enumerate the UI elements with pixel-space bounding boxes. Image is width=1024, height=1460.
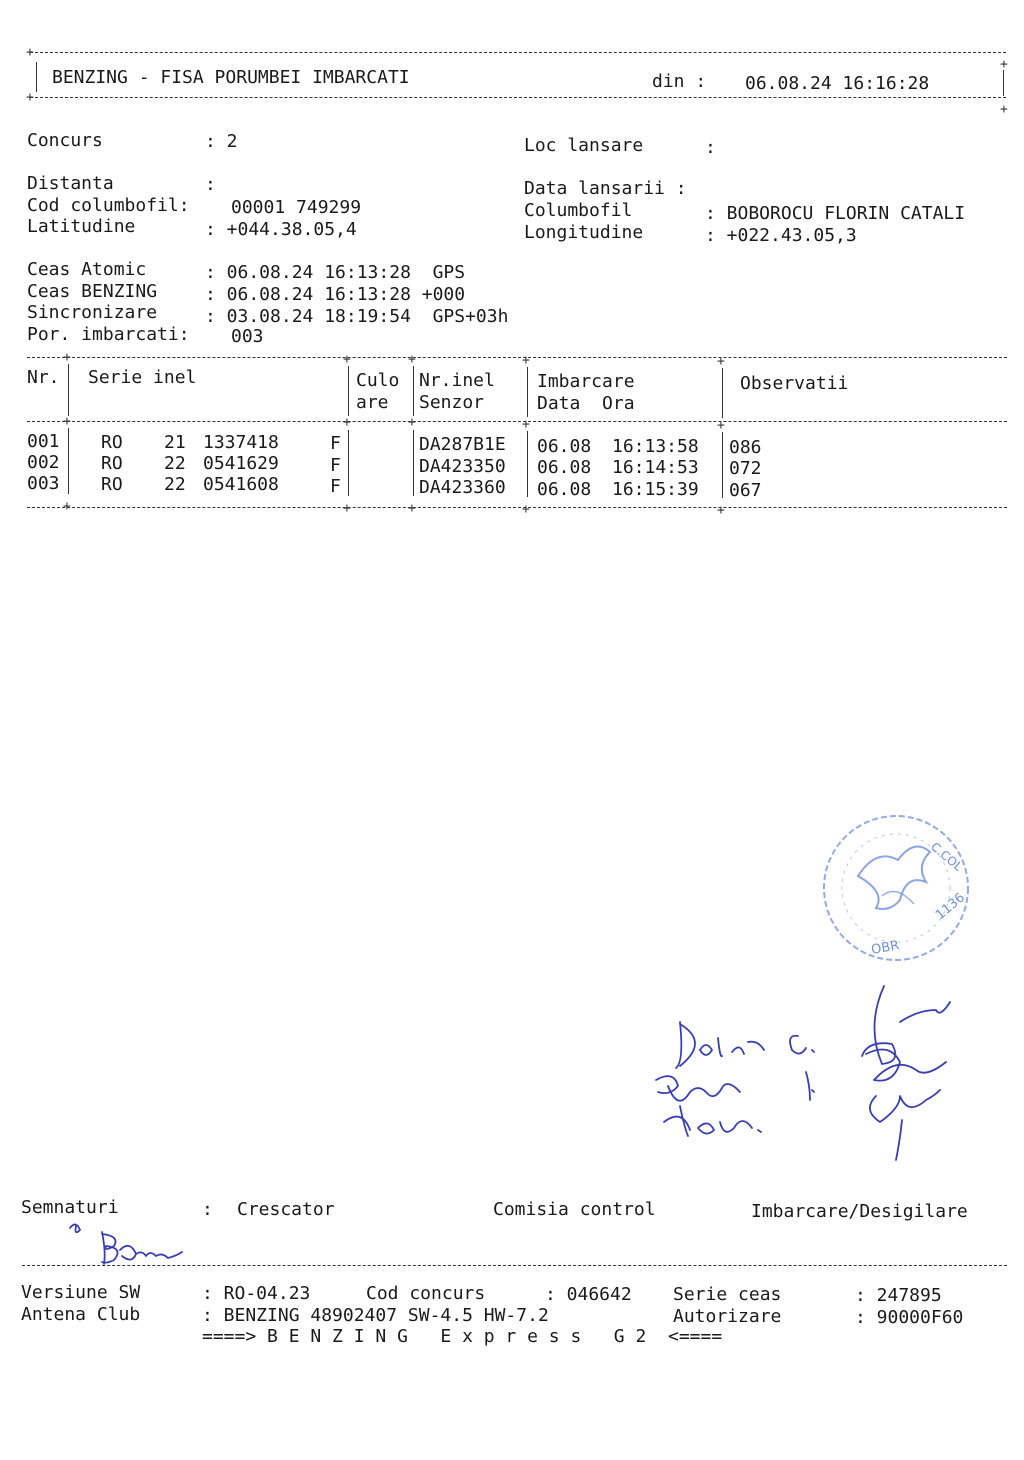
- col-header-nr-inel: Nr.inel: [419, 370, 495, 391]
- row-1-senzor: DA287B1E: [419, 434, 506, 455]
- ceas-benzing-value: : 06.08.24 16:13:28 +000: [205, 284, 466, 305]
- corner-mark: +: [26, 45, 34, 60]
- distanta-label: Distanta: [27, 173, 114, 194]
- row-3-nr: 003: [27, 473, 60, 494]
- row-1-ora: 16:13:58: [612, 436, 699, 457]
- por-imbarcati-label: Por. imbarcati:: [27, 324, 190, 345]
- row-3-obs: 067: [729, 480, 762, 501]
- header-right-border: [1003, 70, 1004, 96]
- distanta-value: :: [205, 174, 216, 195]
- column-divider: [527, 367, 528, 417]
- header-din-label: din :: [652, 71, 707, 92]
- data-lansarii-label: Data lansarii :: [524, 178, 687, 199]
- signature-comisia: Comisia control: [493, 1199, 656, 1220]
- row-3-ora: 16:15:39: [612, 479, 699, 500]
- versiune-value: : RO-04.23: [202, 1283, 311, 1304]
- col-header-senzor: Senzor: [419, 392, 485, 413]
- col-header-nr: Nr.: [27, 367, 60, 388]
- col-header-observatii: Observatii: [740, 373, 849, 394]
- column-divider: [413, 366, 414, 416]
- club-stamp: [810, 808, 986, 972]
- row-3-an: 22: [164, 474, 186, 495]
- svg-text:OBR: OBR: [870, 938, 901, 958]
- longitudine-value: : +022.43.05,3: [705, 225, 857, 246]
- row-2-inel: 0541629: [203, 453, 279, 474]
- ceas-atomic-value: : 06.08.24 16:13:28 GPS: [205, 262, 466, 283]
- row-3-senzor: DA423360: [419, 477, 506, 498]
- row-3-tara: RO: [101, 474, 123, 495]
- longitudine-label: Longitudine: [524, 222, 644, 243]
- row-2-tara: RO: [101, 453, 123, 474]
- cod-columbofil-label: Cod columbofil:: [27, 195, 190, 216]
- row-1-obs: 086: [729, 437, 762, 458]
- row-2-ora: 16:14:53: [612, 457, 699, 478]
- row-2-nr: 002: [27, 452, 60, 473]
- row-1-data: 06.08: [537, 436, 592, 457]
- breeder-signature: [62, 1218, 192, 1270]
- column-cross: +: [717, 503, 725, 518]
- row-1-tara: RO: [101, 432, 123, 453]
- columbofil-value: : BOBOROCU FLORIN CATALI: [705, 203, 966, 224]
- latitudine-value: : +044.38.05,4: [205, 219, 357, 240]
- column-cross: +: [522, 353, 530, 368]
- signature-imbarcare: Imbarcare/Desigilare: [751, 1201, 968, 1222]
- col-header-data-ora: Data Ora: [537, 393, 635, 414]
- row-3-inel: 0541608: [203, 474, 279, 495]
- svg-text:1136: 1136: [932, 890, 968, 924]
- column-cross: +: [717, 354, 725, 369]
- corner-mark: +: [1000, 57, 1008, 72]
- column-cross: +: [522, 502, 530, 517]
- table-header-separator: [27, 421, 1007, 422]
- col-header-imbarcare: Imbarcare: [537, 371, 635, 392]
- serie-ceas-value: : 247895: [855, 1285, 942, 1306]
- footer-banner: ====> B E N Z I N G E x p r e s s G 2 <====: [202, 1326, 723, 1347]
- column-cross: +: [63, 414, 71, 429]
- row-3-data: 06.08: [537, 479, 592, 500]
- cod-concurs-value: : 046642: [545, 1284, 632, 1305]
- column-divider: [722, 432, 723, 498]
- header-datetime: 06.08.24 16:16:28: [745, 73, 930, 94]
- column-divider: [413, 430, 414, 496]
- column-divider: [348, 430, 349, 496]
- table-top-border: [27, 357, 1007, 358]
- footer-top-border: [22, 1265, 1007, 1266]
- antena-value: : BENZING 48902407 SW-4.5 HW-7.2: [202, 1305, 549, 1326]
- antena-label: Antena Club: [21, 1304, 141, 1325]
- row-2-data: 06.08: [537, 457, 592, 478]
- columbofil-label: Columbofil: [524, 200, 633, 221]
- column-divider: [348, 366, 349, 416]
- header-bottom-border: [30, 97, 1006, 98]
- corner-mark: +: [26, 90, 34, 105]
- loc-lansare-label: Loc lansare: [524, 135, 644, 156]
- row-1-inel: 1337418: [203, 432, 279, 453]
- versiune-label: Versiune SW: [21, 1282, 141, 1303]
- row-1-an: 21: [164, 432, 186, 453]
- signatures-label: Semnaturi: [21, 1197, 119, 1218]
- por-imbarcati-value: 003: [231, 326, 264, 347]
- row-1-sex: F: [330, 433, 341, 454]
- column-cross: +: [343, 501, 351, 516]
- column-cross: +: [522, 417, 530, 432]
- ceas-atomic-label: Ceas Atomic: [27, 259, 147, 280]
- column-cross: +: [408, 415, 416, 430]
- col-header-culoare: Culo: [356, 370, 400, 391]
- column-cross: +: [343, 352, 351, 367]
- signatures-colon: :: [202, 1199, 213, 1220]
- column-divider: [722, 368, 723, 418]
- ceas-benzing-label: Ceas BENZING: [27, 281, 158, 302]
- loc-lansare-value: :: [705, 137, 716, 158]
- page-title: BENZING - FISA PORUMBEI IMBARCATI: [52, 67, 410, 88]
- signature-crescator: Crescator: [237, 1199, 335, 1220]
- autorizare-value: : 90000F60: [855, 1307, 964, 1328]
- column-cross: +: [717, 418, 725, 433]
- sincronizare-label: Sincronizare: [27, 302, 158, 323]
- commission-signatures: [640, 972, 980, 1172]
- column-cross: +: [343, 415, 351, 430]
- col-header-culoare-2: are: [356, 392, 389, 413]
- row-2-senzor: DA423350: [419, 456, 506, 477]
- cod-concurs-label: Cod concurs: [366, 1283, 486, 1304]
- row-3-sex: F: [330, 476, 341, 497]
- serie-ceas-label: Serie ceas: [673, 1284, 782, 1305]
- corner-mark: +: [1000, 102, 1008, 117]
- row-2-an: 22: [164, 453, 186, 474]
- column-divider: [527, 431, 528, 497]
- concurs-value: : 2: [205, 131, 238, 152]
- column-cross: +: [408, 352, 416, 367]
- row-2-obs: 072: [729, 458, 762, 479]
- sincronizare-value: : 03.08.24 18:19:54 GPS+03h: [205, 306, 509, 327]
- column-divider: [68, 428, 69, 494]
- header-top-border: [30, 52, 1006, 53]
- row-1-nr: 001: [27, 431, 60, 452]
- column-cross: +: [63, 499, 71, 514]
- table-bottom-border: [27, 507, 1007, 508]
- column-divider: [68, 364, 69, 416]
- cod-columbofil-value: 00001 749299: [231, 197, 362, 218]
- column-cross: +: [408, 501, 416, 516]
- col-header-serie-inel: Serie inel: [88, 367, 197, 388]
- column-cross: +: [63, 350, 71, 365]
- svg-text:C.COL: C.COL: [928, 839, 966, 874]
- header-left-border: [36, 62, 37, 92]
- autorizare-label: Autorizare: [673, 1306, 782, 1327]
- latitudine-label: Latitudine: [27, 216, 136, 237]
- row-2-sex: F: [330, 455, 341, 476]
- concurs-label: Concurs: [27, 130, 103, 151]
